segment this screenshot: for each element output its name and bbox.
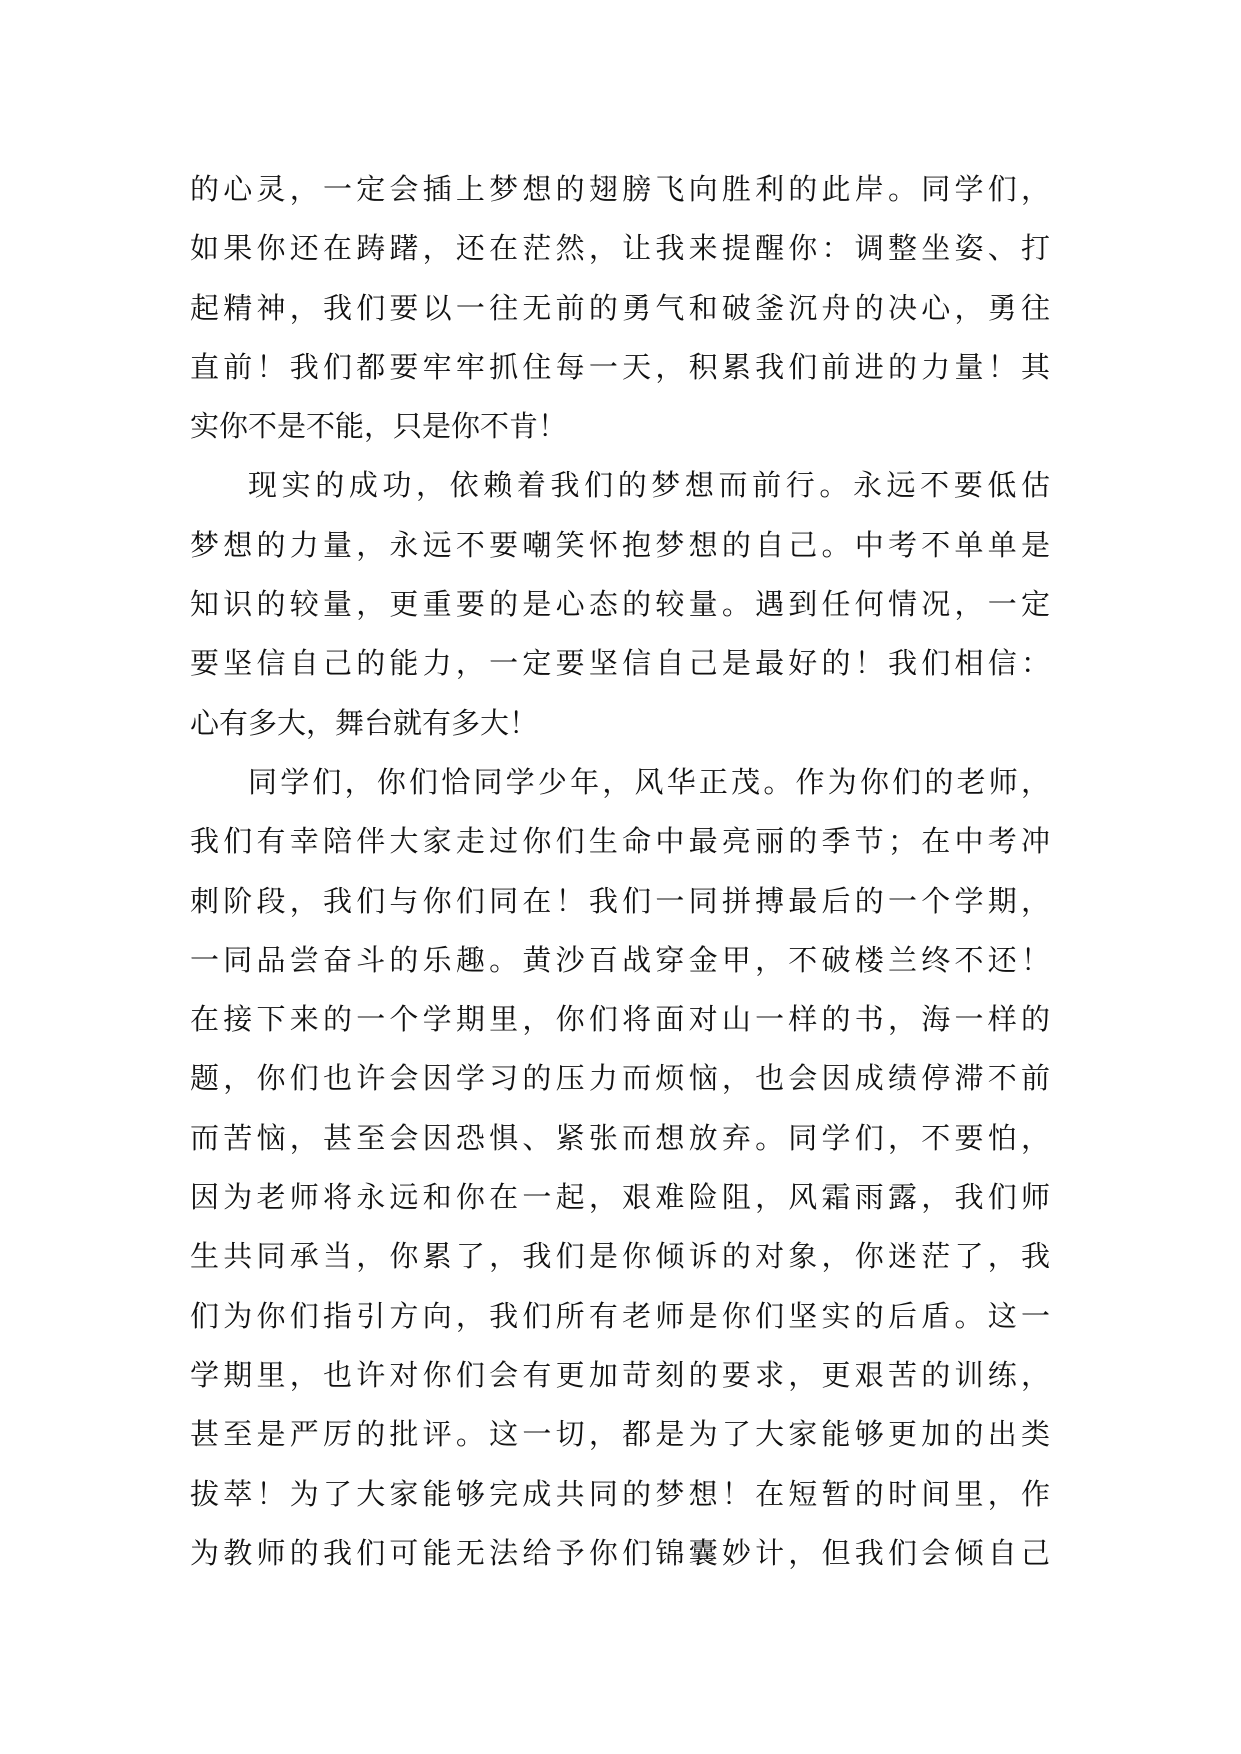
text-line: 拔萃！为了大家能够完成共同的梦想！在短暂的时间里，作: [190, 1476, 1050, 1511]
text-line: 如果你还在踌躇，还在茫然，让我来提醒你：调整坐姿、打: [190, 231, 1050, 266]
text-line: 题，你们也许会因学习的压力而烦恼，也会因成绩停滞不前: [190, 1061, 1050, 1096]
text-line: 梦想的力量，永远不要嘲笑怀抱梦想的自己。中考不单单是: [190, 527, 1050, 562]
text-line: 甚至是严厉的批评。这一切，都是为了大家能够更加的出类: [190, 1417, 1050, 1452]
text-line: 我们有幸陪伴大家走过你们生命中最亮丽的季节；在中考冲: [190, 824, 1050, 859]
text-line: 学期里，也许对你们会有更加苛刻的要求，更艰苦的训练，: [190, 1357, 1050, 1392]
text-line: 生共同承当，你累了，我们是你倾诉的对象，你迷茫了，我: [190, 1239, 1050, 1274]
text-line: 因为老师将永远和你在一起，艰难险阻，风霜雨露，我们师: [190, 1180, 1050, 1215]
text-line: 在接下来的一个学期里，你们将面对山一样的书，海一样的: [190, 1002, 1050, 1037]
text-line: 心有多大，舞台就有多大！: [190, 705, 539, 740]
body-text: [190, 160, 1050, 1583]
text-line: 的心灵，一定会插上梦想的翅膀飞向胜利的此岸。同学们，: [190, 172, 1050, 206]
text-line: 知识的较量，更重要的是心态的较量。遇到任何情况，一定: [190, 587, 1050, 622]
text-line: 要坚信自己的能力，一定要坚信自己是最好的！我们相信：: [190, 646, 1050, 681]
paragraph-first-line: 同学们，你们恰同学少年，风华正茂。作为你们的老师，: [248, 764, 1050, 799]
text-line: 为教师的我们可能无法给予你们锦囊妙计，但我们会倾自己: [190, 1535, 1050, 1570]
text-line: 起精神，我们要以一往无前的勇气和破釜沉舟的决心，勇往: [190, 290, 1050, 325]
text-line: 直前！我们都要牢牢抓住每一天，积累我们前进的力量！其: [190, 349, 1050, 384]
paragraph-first-line: 现实的成功，依赖着我们的梦想而前行。永远不要低估: [248, 468, 1050, 503]
text-line: 们为你们指引方向，我们所有老师是你们坚实的后盾。这一: [190, 1298, 1050, 1333]
text-line: 刺阶段，我们与你们同在！我们一同拼搏最后的一个学期，: [190, 883, 1050, 918]
text-line: 一同品尝奋斗的乐趣。黄沙百战穿金甲，不破楼兰终不还！: [190, 942, 1050, 977]
text-line: 而苦恼，甚至会因恐惧、紧张而想放弃。同学们，不要怕，: [190, 1120, 1050, 1155]
text-line: 实你不是不能，只是你不肯！: [190, 409, 568, 444]
